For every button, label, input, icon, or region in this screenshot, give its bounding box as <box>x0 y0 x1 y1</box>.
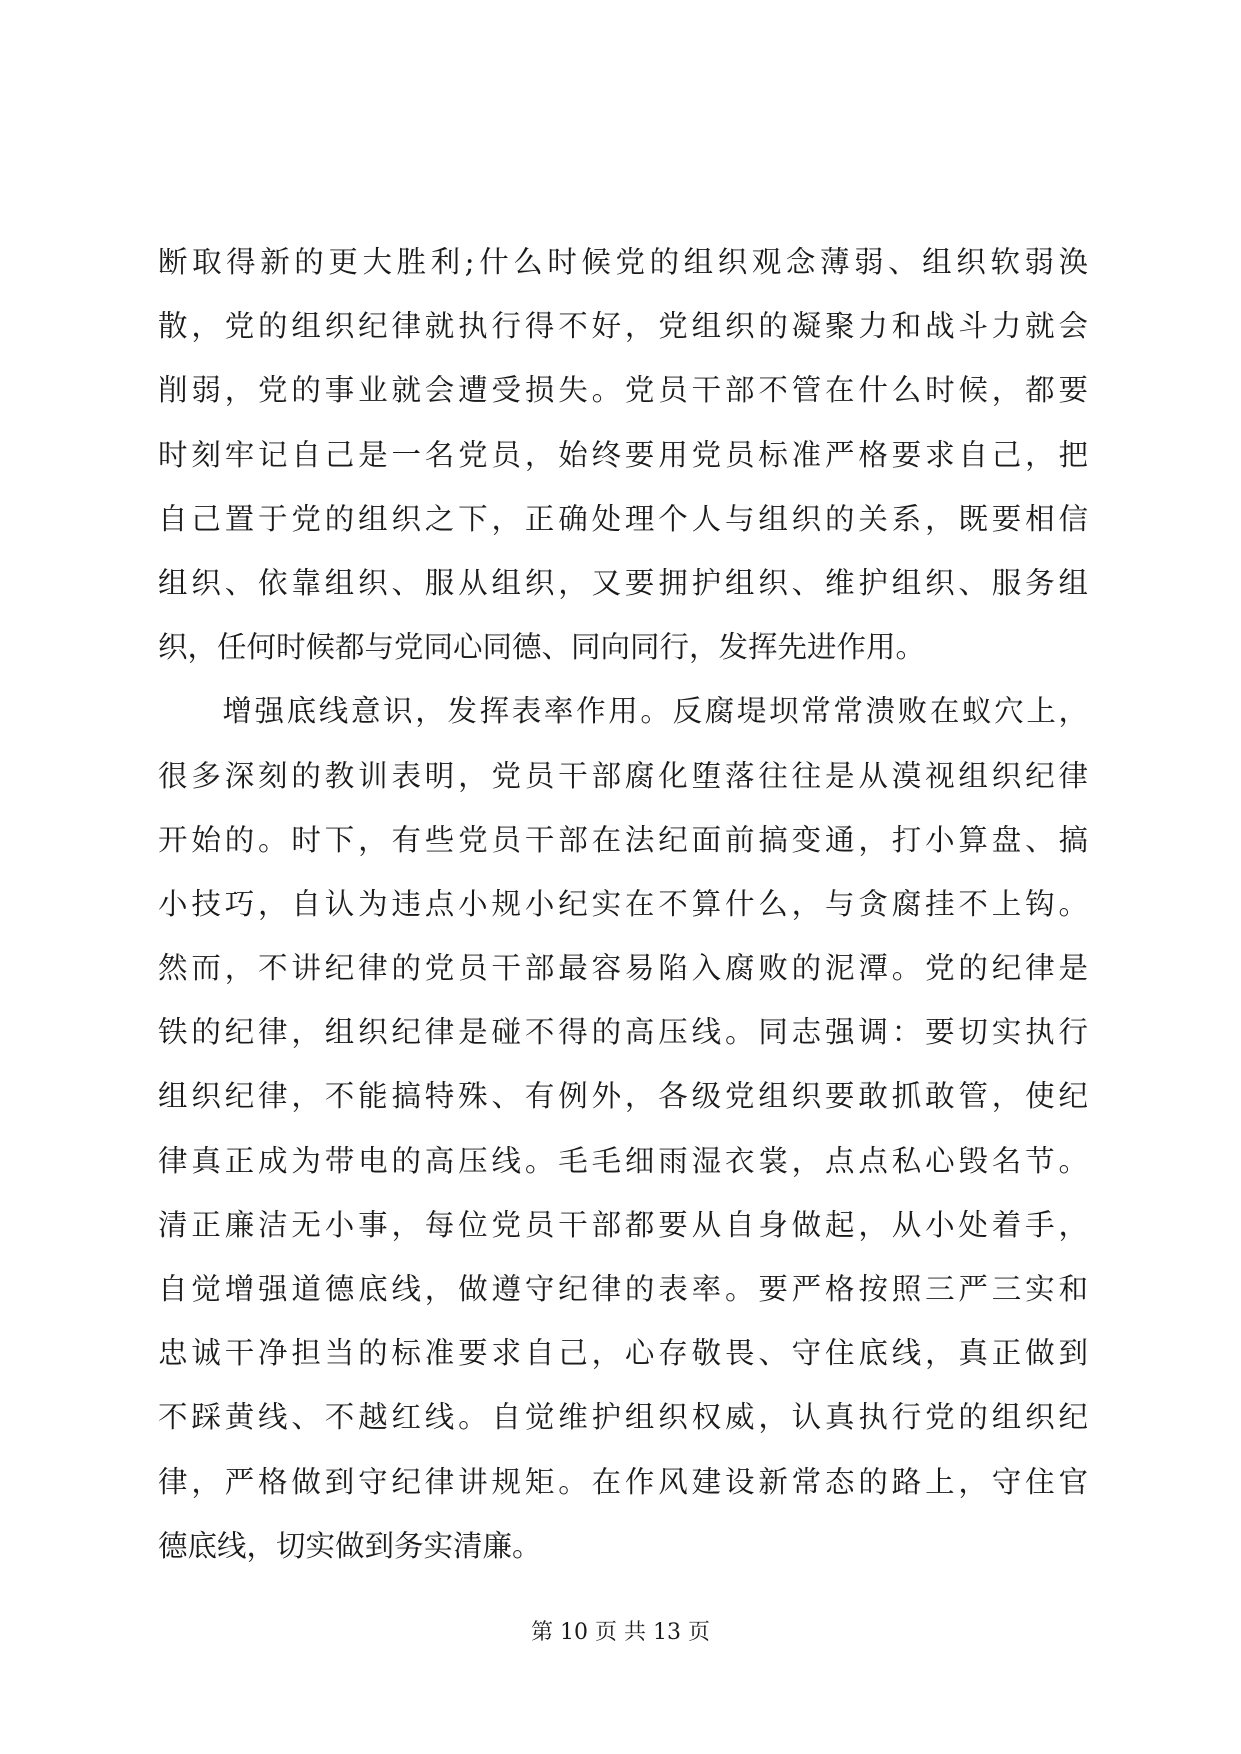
text-line: 然而，不讲纪律的党员干部最容易陷入腐败的泥潭。党的纪律是 <box>158 951 1088 986</box>
text-line: 律，严格做到守纪律讲规矩。在作风建设新常态的路上，守住官 <box>158 1464 1088 1499</box>
text-line: 自己置于党的组织之下，正确处理个人与组织的关系，既要相信 <box>158 501 1088 536</box>
text-line: 自觉增强道德底线，做遵守纪律的表率。要严格按照三严三实和 <box>158 1272 1088 1306</box>
text-line: 断取得新的更大胜利;什么时候党的组织观念薄弱、组织软弱涣 <box>158 245 1088 279</box>
text-line: 很多深刻的教训表明，党员干部腐化堕落往往是从漠视组织纪律 <box>158 758 1088 793</box>
body-text <box>158 230 1088 1578</box>
text-line: 忠诚干净担当的标准要求自己，心存敬畏、守住底线，真正做到 <box>158 1336 1088 1371</box>
text-line: 组织纪律，不能搞特殊、有例外，各级党组织要敢抓敢管，使纪 <box>158 1079 1088 1114</box>
text-line: 时刻牢记自己是一名党员，始终要用党员标准严格要求自己，把 <box>158 437 1088 472</box>
text-line: 小技巧，自认为违点小规小纪实在不算什么，与贪腐挂不上钩。 <box>158 886 1088 921</box>
text-line: 律真正成为带电的高压线。毛毛细雨湿衣裳，点点私心毁名节。 <box>158 1143 1088 1178</box>
page-number-footer: 第 10 页 共 13 页 <box>531 1620 710 1645</box>
text-line: 散，党的组织纪律就执行得不好，党组织的凝聚力和战斗力就会 <box>158 309 1088 344</box>
text-line: 削弱，党的事业就会遭受损失。党员干部不管在什么时候，都要 <box>158 373 1088 408</box>
paragraph-end-line: 德底线，切实做到务实清廉。 <box>158 1528 542 1563</box>
text-line: 不踩黄线、不越红线。自觉维护组织权威，认真执行党的组织纪 <box>158 1400 1088 1435</box>
text-line: 铁的纪律，组织纪律是碰不得的高压线。同志强调：要切实执行 <box>158 1015 1088 1050</box>
text-line: 开始的。时下，有些党员干部在法纪面前搞变通，打小算盘、搞 <box>158 822 1088 857</box>
paragraph-first-line: 增强底线意识，发挥表率作用。反腐堤坝常常溃败在蚁穴上， <box>158 694 1088 729</box>
text-line: 组织、依靠组织、服从组织，又要拥护组织、维护组织、服务组 <box>158 565 1088 600</box>
text-line: 清正廉洁无小事，每位党员干部都要从自身做起，从小处着手， <box>158 1207 1088 1242</box>
paragraph-end-line: 织，任何时候都与党同心同德、同向同行，发挥先进作用。 <box>158 630 926 665</box>
